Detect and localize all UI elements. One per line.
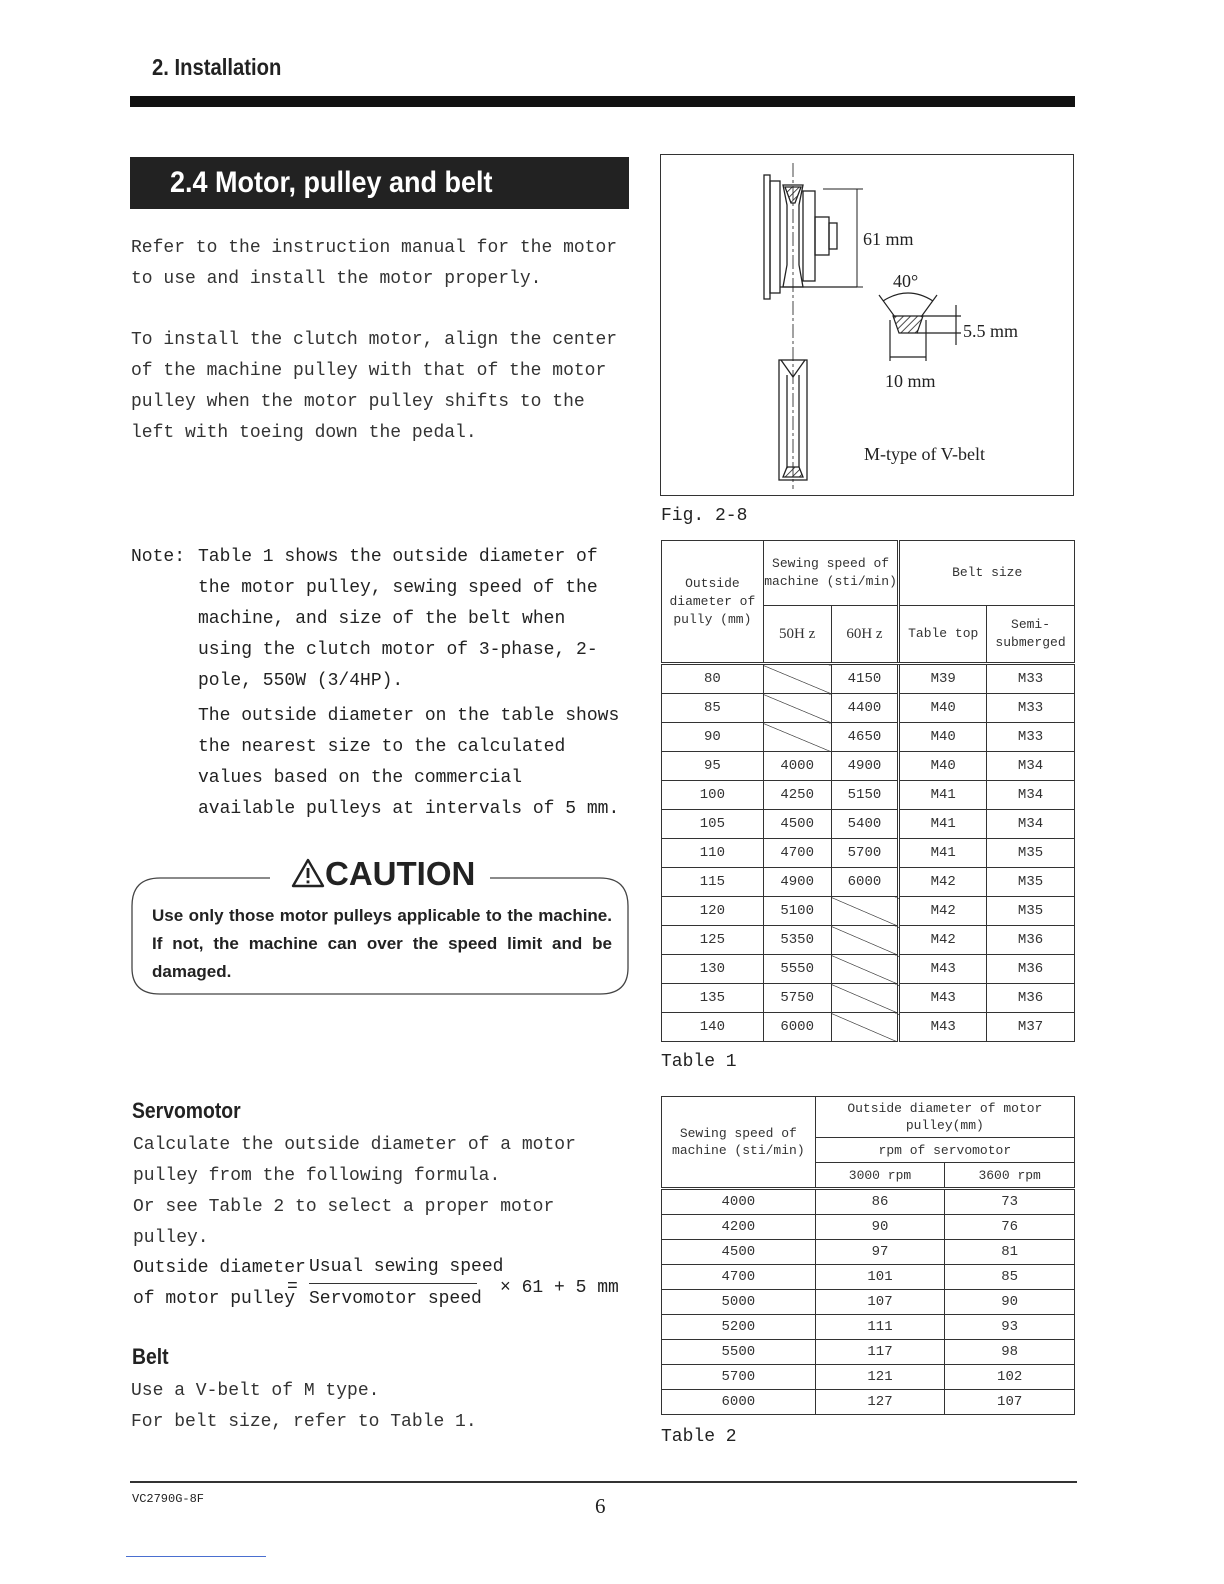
table2-cell-s: 5200 xyxy=(662,1315,816,1340)
table1-cell-top: M41 xyxy=(899,839,987,868)
table2-cell-a: 121 xyxy=(815,1365,945,1390)
table1-cell-s50: 5750 xyxy=(763,984,831,1013)
table1-row xyxy=(662,897,1075,926)
table2-cell-a: 97 xyxy=(815,1240,945,1265)
table1-cell-s60: 4150 xyxy=(831,664,899,694)
table1-cell-s50: 5550 xyxy=(763,955,831,984)
table2-row xyxy=(662,1315,1075,1340)
dim-depth-label: 5.5 mm xyxy=(963,321,1019,341)
table1-header-60hz: 60H z xyxy=(831,606,899,664)
table1-cell-top: M42 xyxy=(899,868,987,897)
servomotor-text xyxy=(133,1130,633,1254)
table2-cell-b: 81 xyxy=(945,1240,1075,1265)
machine-pulley xyxy=(764,175,857,299)
warning-triangle-icon xyxy=(291,858,325,888)
table2-cell-s: 5000 xyxy=(662,1290,816,1315)
note-label: Note: xyxy=(131,547,186,567)
table2-row xyxy=(662,1189,1075,1215)
table1-cell-top: M41 xyxy=(899,781,987,810)
table1-cell-semi: M34 xyxy=(987,810,1075,839)
figure-caption: Fig. 2-8 xyxy=(661,506,748,526)
table2-cell-a: 127 xyxy=(815,1390,945,1415)
table1-cell-top: M40 xyxy=(899,723,987,752)
table2-header-3600: 3600 rpm xyxy=(945,1163,1075,1189)
caution-title xyxy=(285,855,481,893)
table1-cell-semi: M37 xyxy=(987,1013,1075,1042)
table1-row xyxy=(662,1013,1075,1042)
formula-equals: = xyxy=(287,1277,298,1297)
header-rule xyxy=(130,96,1075,107)
table1-cell-d: 130 xyxy=(662,955,764,984)
table-pulley-belt-size xyxy=(661,540,1075,1042)
table1-cell-s50: 6000 xyxy=(763,1013,831,1042)
table1-cell-s50: 4900 xyxy=(763,868,831,897)
table1-cell-semi: M34 xyxy=(987,781,1075,810)
table2-cell-b: 98 xyxy=(945,1340,1075,1365)
table1-cell-s60: 4900 xyxy=(831,752,899,781)
belt-line-1: Use a V-belt of M type. xyxy=(131,1381,380,1401)
table1-cell-s60: 5700 xyxy=(831,839,899,868)
table2-header-speed: Sewing speed of machine (sti/min) xyxy=(662,1097,816,1189)
table2-cell-a: 107 xyxy=(815,1290,945,1315)
table1-cell-semi: M33 xyxy=(987,664,1075,694)
servomotor-line-2: Or see Table 2 to select a proper motor pulley. xyxy=(133,1197,555,1248)
table1-cell-d: 80 xyxy=(662,664,764,694)
table1-cell-d: 140 xyxy=(662,1013,764,1042)
table1-cell-s60: 6000 xyxy=(831,868,899,897)
table2-row xyxy=(662,1390,1075,1415)
table1-header-diameter: Outside diameter of pully (mm) xyxy=(662,541,764,664)
table1-cell-s50: 4700 xyxy=(763,839,831,868)
table1-header-table-top: Table top xyxy=(899,606,987,664)
table1-cell-d: 85 xyxy=(662,694,764,723)
section-title-text: 2.4 Motor, pulley and belt xyxy=(170,166,493,199)
table1-cell-top: M41 xyxy=(899,810,987,839)
table1-row xyxy=(662,781,1075,810)
table1-cell-s60: 5150 xyxy=(831,781,899,810)
table1-cell-s50 xyxy=(763,664,831,694)
formula-left-line-2: of motor pulley xyxy=(133,1289,296,1309)
table1-cell-top: M43 xyxy=(899,955,987,984)
table1-cell-semi: M35 xyxy=(987,897,1075,926)
servomotor-line-1: Calculate the outside diameter of a motor pulley from the following formula. xyxy=(133,1135,576,1186)
table2-cell-s: 4000 xyxy=(662,1189,816,1215)
table2-cell-b: 73 xyxy=(945,1189,1075,1215)
table1-cell-s60: 4650 xyxy=(831,723,899,752)
table1-cell-top: M39 xyxy=(899,664,987,694)
table2-header-rpm: rpm of servomotor xyxy=(815,1138,1074,1163)
table1-row xyxy=(662,752,1075,781)
table1-caption: Table 1 xyxy=(661,1052,737,1072)
table1-row xyxy=(662,984,1075,1013)
table1-cell-s50: 5350 xyxy=(763,926,831,955)
table1-cell-top: M43 xyxy=(899,1013,987,1042)
table2-row xyxy=(662,1340,1075,1365)
dim-height-label: 61 mm xyxy=(863,229,914,249)
table2-caption: Table 2 xyxy=(661,1427,737,1447)
angle-label: 40° xyxy=(893,271,919,291)
table1-cell-semi: M34 xyxy=(987,752,1075,781)
table1-cell-d: 100 xyxy=(662,781,764,810)
footer-rule xyxy=(130,1481,1077,1483)
table1-cell-s60: 4400 xyxy=(831,694,899,723)
table2-cell-b: 76 xyxy=(945,1215,1075,1240)
table2-row xyxy=(662,1215,1075,1240)
table1-cell-s60: 5400 xyxy=(831,810,899,839)
table1-cell-s60 xyxy=(831,955,899,984)
table1-cell-semi: M36 xyxy=(987,926,1075,955)
table2-row xyxy=(662,1240,1075,1265)
formula-left xyxy=(133,1253,306,1315)
table1-row xyxy=(662,694,1075,723)
running-header: 2. Installation xyxy=(152,54,282,80)
table1-cell-semi: M35 xyxy=(987,839,1075,868)
table1-cell-semi: M35 xyxy=(987,868,1075,897)
table2-cell-a: 90 xyxy=(815,1215,945,1240)
table1-cell-top: M42 xyxy=(899,926,987,955)
table2-cell-b: 102 xyxy=(945,1365,1075,1390)
belt-type-label: M-type of V-belt xyxy=(864,444,985,464)
table1-cell-s60 xyxy=(831,1013,899,1042)
table1-cell-semi: M36 xyxy=(987,984,1075,1013)
table1-cell-top: M40 xyxy=(899,694,987,723)
page-number: 6 xyxy=(595,1494,606,1518)
section-title xyxy=(130,157,629,209)
intro-paragraph-1: Refer to the instruction manual for the motor to use and install the motor properly. xyxy=(131,238,618,289)
table2-header-diameter: Outside diameter of motor pulley(mm) xyxy=(815,1097,1074,1138)
note-paragraph-2: The outside diameter on the table shows the nearest size to the calculated values based on the commercial available pulleys at intervals of 5 mm. xyxy=(198,706,620,819)
table2-cell-a: 117 xyxy=(815,1340,945,1365)
servomotor-heading: Servomotor xyxy=(132,1098,241,1123)
table1-cell-s60 xyxy=(831,926,899,955)
table2-cell-s: 5500 xyxy=(662,1340,816,1365)
formula-multiplier: × 61 + 5 mm xyxy=(500,1278,619,1298)
table1-cell-semi: M33 xyxy=(987,723,1075,752)
formula-fraction-line xyxy=(309,1283,477,1284)
table2-cell-s: 4700 xyxy=(662,1265,816,1290)
table1-row xyxy=(662,723,1075,752)
table2-cell-a: 86 xyxy=(815,1189,945,1215)
note-paragraph-1: Table 1 shows the outside diameter of the motor pulley, sewing speed of the machine, and size of the belt when using the clutch motor of 3-phase, 2-pole, 550W (3/4HP). xyxy=(198,547,598,691)
formula-numerator: Usual sewing speed xyxy=(309,1257,504,1277)
table1-cell-d: 125 xyxy=(662,926,764,955)
table1-cell-semi: M33 xyxy=(987,694,1075,723)
intro-paragraph-2: To install the clutch motor, align the center of the machine pulley with that of the motor pulley when the motor pulley shifts to the left with toeing down the pedal. xyxy=(131,330,618,443)
table1-cell-s50 xyxy=(763,694,831,723)
table2-cell-s: 4500 xyxy=(662,1240,816,1265)
table1-row xyxy=(662,955,1075,984)
caution-text: Use only those motor pulleys applicable to the machine. If not, the machine can over the speed limit and be damaged. xyxy=(152,906,612,981)
table1-header-speed: Sewing speed of machine (sti/min) xyxy=(763,541,899,606)
dim-width-label: 10 mm xyxy=(885,371,936,391)
table1-header-belt: Belt size xyxy=(899,541,1075,606)
table1-header-50hz: 50H z xyxy=(763,606,831,664)
table2-cell-b: 85 xyxy=(945,1265,1075,1290)
note-body xyxy=(198,542,630,825)
formula-denominator: Servomotor speed xyxy=(309,1289,482,1309)
table1-cell-d: 115 xyxy=(662,868,764,897)
table2-header-3000: 3000 rpm xyxy=(815,1163,945,1189)
table2-cell-b: 93 xyxy=(945,1315,1075,1340)
table1-cell-s60 xyxy=(831,897,899,926)
belt-heading: Belt xyxy=(132,1344,169,1369)
table1-row xyxy=(662,664,1075,694)
table1-cell-d: 120 xyxy=(662,897,764,926)
table1-header-semi: Semi- submerged xyxy=(987,606,1075,664)
table1-row xyxy=(662,839,1075,868)
table2-body xyxy=(662,1189,1075,1415)
table1-cell-s50 xyxy=(763,723,831,752)
table1-cell-s50: 5100 xyxy=(763,897,831,926)
table1-cell-d: 95 xyxy=(662,752,764,781)
table1-cell-top: M40 xyxy=(899,752,987,781)
table2-cell-s: 6000 xyxy=(662,1390,816,1415)
table1-row xyxy=(662,926,1075,955)
table1-cell-d: 110 xyxy=(662,839,764,868)
table1-cell-s50: 4000 xyxy=(763,752,831,781)
table2-cell-s: 4200 xyxy=(662,1215,816,1240)
caution-title-text: CAUTION xyxy=(325,855,476,892)
table1-cell-top: M42 xyxy=(899,897,987,926)
bottom-link-underline xyxy=(126,1556,266,1557)
formula-left-line-1: Outside diameter xyxy=(133,1258,306,1278)
table1-cell-top: M43 xyxy=(899,984,987,1013)
table1-cell-s60 xyxy=(831,984,899,1013)
table1-cell-d: 135 xyxy=(662,984,764,1013)
table2-row xyxy=(662,1365,1075,1390)
table1-row xyxy=(662,810,1075,839)
table2-row xyxy=(662,1265,1075,1290)
table1-cell-d: 105 xyxy=(662,810,764,839)
table1-body xyxy=(662,664,1075,1042)
belt-text xyxy=(131,1376,631,1438)
table2-row xyxy=(662,1290,1075,1315)
table1-row xyxy=(662,868,1075,897)
belt-line-2: For belt size, refer to Table 1. xyxy=(131,1412,477,1432)
figure-pulley-belt xyxy=(660,154,1074,496)
table2-cell-a: 111 xyxy=(815,1315,945,1340)
table2-cell-s: 5700 xyxy=(662,1365,816,1390)
table1-cell-d: 90 xyxy=(662,723,764,752)
table2-cell-b: 107 xyxy=(945,1390,1075,1415)
table1-cell-semi: M36 xyxy=(987,955,1075,984)
table-servomotor-pulley xyxy=(661,1096,1075,1415)
table2-cell-b: 90 xyxy=(945,1290,1075,1315)
table2-cell-a: 101 xyxy=(815,1265,945,1290)
pulley-diagram xyxy=(661,155,1072,494)
footer-document-code: VC2790G-8F xyxy=(132,1492,205,1506)
table1-cell-s50: 4500 xyxy=(763,810,831,839)
table1-cell-s50: 4250 xyxy=(763,781,831,810)
v-belt-section xyxy=(879,293,961,361)
